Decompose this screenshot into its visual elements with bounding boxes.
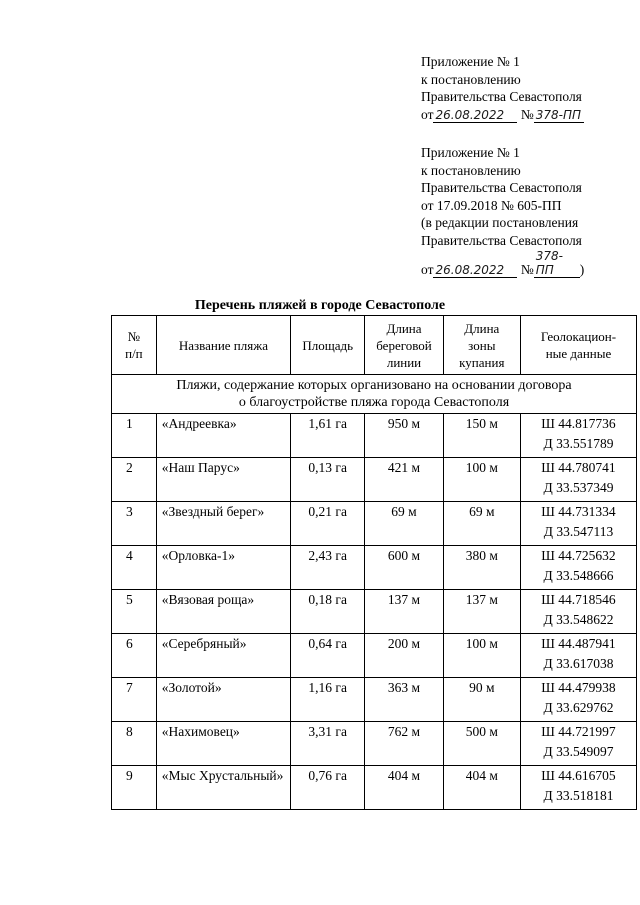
date-prefix: от <box>421 262 434 277</box>
table-row <box>112 634 637 678</box>
table-row <box>112 502 637 546</box>
zone-length: 100 м <box>443 634 520 678</box>
table-row <box>112 766 637 810</box>
shore-length: 421 м <box>365 458 443 502</box>
row-number: 6 <box>112 634 157 678</box>
geolocation <box>520 678 636 722</box>
longitude: Д 33.537349 <box>543 480 614 495</box>
zone-length: 137 м <box>443 590 520 634</box>
zone-length: 500 м <box>443 722 520 766</box>
header-name: Название пляжа <box>156 316 290 375</box>
table-row <box>112 678 637 722</box>
beaches-table <box>111 315 637 810</box>
row-number: 3 <box>112 502 157 546</box>
handwritten-date: 26.08.2022 <box>433 263 517 278</box>
beach-area: 0,18 га <box>291 590 365 634</box>
appendix-line: Приложение № 1 <box>421 145 520 160</box>
header-shore-length: Длина береговой линии <box>365 316 443 375</box>
beach-name: «Андреевка» <box>156 414 290 458</box>
header-area: Площадь <box>291 316 365 375</box>
beach-name: «Мыс Хрустальный» <box>156 766 290 810</box>
table-row <box>112 546 637 590</box>
zone-length: 90 м <box>443 678 520 722</box>
row-number: 2 <box>112 458 157 502</box>
appendix-line: Правительства Севастополя <box>421 232 582 248</box>
longitude: Д 33.547113 <box>543 524 614 539</box>
handwritten-number: 378-ПП <box>534 249 580 278</box>
shore-length: 69 м <box>365 502 443 546</box>
longitude: Д 33.548666 <box>543 568 614 583</box>
table-row <box>112 414 637 458</box>
geolocation <box>520 502 636 546</box>
latitude: Ш 44.487941 <box>541 636 616 651</box>
beach-name: «Золотой» <box>156 678 290 722</box>
zone-length: 69 м <box>443 502 520 546</box>
appendix-header-old <box>421 144 584 279</box>
section-row <box>112 375 637 414</box>
shore-length: 137 м <box>365 590 443 634</box>
longitude: Д 33.629762 <box>543 700 614 715</box>
zone-length: 150 м <box>443 414 520 458</box>
longitude: Д 33.617038 <box>543 656 614 671</box>
table-row <box>112 458 637 502</box>
appendix-line: Приложение № 1 <box>421 54 520 69</box>
beach-area: 1,16 га <box>291 678 365 722</box>
beach-area: 3,31 га <box>291 722 365 766</box>
appendix-line: Правительства Севастополя <box>421 180 582 195</box>
row-number: 5 <box>112 590 157 634</box>
geolocation <box>520 590 636 634</box>
longitude: Д 33.551789 <box>543 436 614 451</box>
latitude: Ш 44.725632 <box>541 548 616 563</box>
latitude: Ш 44.721997 <box>541 724 616 739</box>
longitude: Д 33.518181 <box>543 788 614 803</box>
appendix-line: от 17.09.2018 № 605-ПП <box>421 197 562 213</box>
latitude: Ш 44.780741 <box>541 460 616 475</box>
handwritten-date: 26.08.2022 <box>433 108 517 123</box>
longitude: Д 33.549097 <box>543 744 614 759</box>
beach-name: «Вязовая роща» <box>156 590 290 634</box>
beach-area: 0,21 га <box>291 502 365 546</box>
longitude: Д 33.548622 <box>543 612 614 627</box>
appendix-line: Правительства Севастополя <box>421 89 582 104</box>
row-number: 7 <box>112 678 157 722</box>
row-number: 8 <box>112 722 157 766</box>
beach-name: «Орловка-1» <box>156 546 290 590</box>
latitude: Ш 44.616705 <box>541 768 616 783</box>
beach-area: 2,43 га <box>291 546 365 590</box>
beach-name: «Серебряный» <box>156 634 290 678</box>
zone-length: 404 м <box>443 766 520 810</box>
row-number: 4 <box>112 546 157 590</box>
geolocation <box>520 546 636 590</box>
shore-length: 600 м <box>365 546 443 590</box>
closing-paren: ) <box>579 262 585 277</box>
appendix-date-line <box>421 106 584 124</box>
shore-length: 762 м <box>365 722 443 766</box>
table-row <box>112 722 637 766</box>
beach-area: 1,61 га <box>291 414 365 458</box>
date-prefix: от <box>421 106 434 122</box>
appendix-line: к постановлению <box>421 71 521 87</box>
beach-name: «Звездный берег» <box>156 502 290 546</box>
number-prefix: № <box>520 262 534 277</box>
geolocation <box>520 634 636 678</box>
header-geolocation: Геолокацион- ные данные <box>520 316 636 375</box>
latitude: Ш 44.718546 <box>541 592 616 607</box>
shore-length: 200 м <box>365 634 443 678</box>
appendix-line: (в редакции постановления <box>421 215 579 230</box>
table-row <box>112 590 637 634</box>
latitude: Ш 44.479938 <box>541 680 616 695</box>
handwritten-number: 378-ПП <box>534 108 584 123</box>
beach-area: 0,76 га <box>291 766 365 810</box>
geolocation <box>520 414 636 458</box>
latitude: Ш 44.817736 <box>541 416 616 431</box>
beach-name: «Наш Парус» <box>156 458 290 502</box>
number-prefix: № <box>520 106 534 122</box>
beach-area: 0,13 га <box>291 458 365 502</box>
appendix-date-line <box>421 249 584 279</box>
appendix-line: к постановлению <box>421 162 521 178</box>
header-num: № п/п <box>112 316 157 375</box>
shore-length: 363 м <box>365 678 443 722</box>
beach-name: «Нахимовец» <box>156 722 290 766</box>
appendix-header-new <box>421 53 584 123</box>
table-header-row <box>112 316 637 375</box>
shore-length: 404 м <box>365 766 443 810</box>
geolocation <box>520 766 636 810</box>
row-number: 9 <box>112 766 157 810</box>
section-title: Пляжи, содержание которых организовано на основании договора о благоустройстве пляжа города Севастополя <box>112 375 637 414</box>
row-number: 1 <box>112 414 157 458</box>
zone-length: 100 м <box>443 458 520 502</box>
geolocation <box>520 722 636 766</box>
header-zone-length: Длина зоны купания <box>443 316 520 375</box>
latitude: Ш 44.731334 <box>541 504 616 519</box>
shore-length: 950 м <box>365 414 443 458</box>
zone-length: 380 м <box>443 546 520 590</box>
geolocation <box>520 458 636 502</box>
document-title: Перечень пляжей в городе Севастополе <box>194 298 446 313</box>
beach-area: 0,64 га <box>291 634 365 678</box>
